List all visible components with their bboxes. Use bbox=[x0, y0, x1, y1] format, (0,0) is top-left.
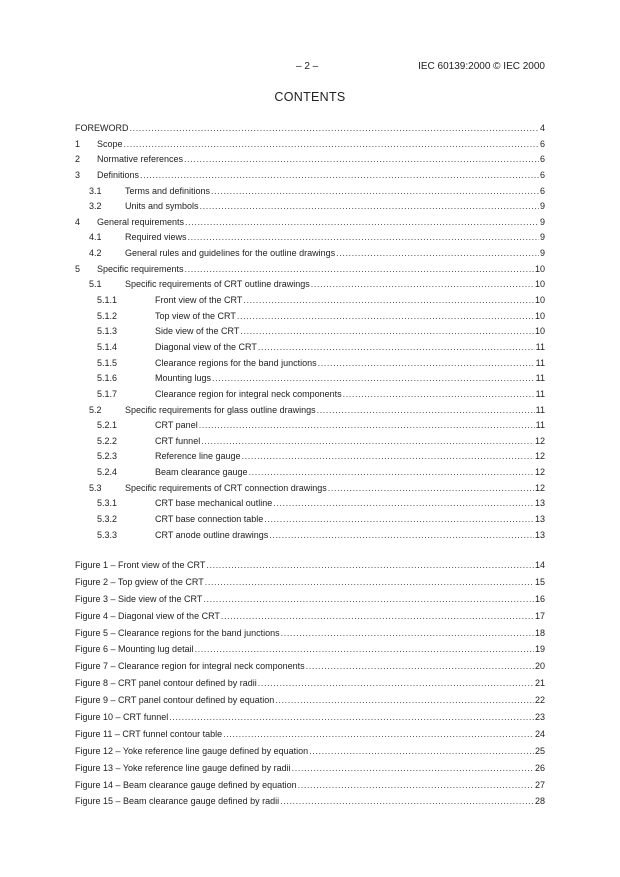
figure-entry-title: Figure 1 – Front view of the CRT bbox=[75, 560, 206, 570]
toc-entry[interactable] bbox=[75, 530, 545, 546]
figure-entry[interactable] bbox=[75, 594, 545, 611]
dot-leader bbox=[273, 498, 534, 508]
toc-entry-page: 9 bbox=[539, 201, 545, 212]
toc-entry-page: 13 bbox=[534, 498, 545, 509]
figure-entry-page: 27 bbox=[534, 779, 545, 790]
toc-entry-title: Clearance regions for the band junctions bbox=[155, 357, 317, 368]
dot-leader bbox=[221, 611, 534, 621]
toc-entry-number: 5.3.2 bbox=[97, 514, 118, 525]
page-number: – 2 – bbox=[296, 61, 319, 72]
toc-entry[interactable] bbox=[75, 295, 545, 311]
figure-entry-page: 18 bbox=[534, 627, 545, 638]
dot-leader bbox=[130, 123, 539, 133]
toc-entry-page: 12 bbox=[534, 482, 545, 493]
toc-entry-number: 5.1.4 bbox=[97, 341, 118, 352]
toc-entry-page: 11 bbox=[535, 404, 545, 415]
document-id: IEC 60139:2000 © IEC 2000 bbox=[418, 61, 545, 72]
toc-entry[interactable] bbox=[75, 186, 545, 202]
figure-entry[interactable] bbox=[75, 796, 545, 813]
toc-entry[interactable] bbox=[75, 326, 545, 342]
toc-entry-page: 11 bbox=[535, 420, 545, 431]
toc-entry-title: Required views bbox=[125, 232, 187, 243]
toc-entry-title: General requirements bbox=[97, 216, 185, 227]
toc-entry-page: 11 bbox=[535, 357, 545, 368]
toc-entry-page: 9 bbox=[539, 232, 545, 243]
figure-entry-page: 20 bbox=[534, 661, 545, 672]
dot-leader bbox=[281, 628, 534, 638]
toc-entry[interactable] bbox=[75, 248, 545, 264]
toc-entry[interactable] bbox=[75, 358, 545, 374]
toc-entry-title: Terms and definitions bbox=[125, 185, 211, 196]
toc-entry-title: Front view of the CRT bbox=[155, 295, 243, 306]
toc-entry-page: 6 bbox=[539, 185, 545, 196]
toc-entry[interactable] bbox=[75, 405, 545, 421]
figure-entry-page: 19 bbox=[534, 644, 545, 655]
toc-entry-title: Top view of the CRT bbox=[155, 310, 236, 321]
toc-entry-number: 5.2.1 bbox=[97, 420, 118, 431]
figure-entry-page: 23 bbox=[534, 712, 545, 723]
toc-entry-page: 11 bbox=[535, 341, 545, 352]
figure-entry-page: 21 bbox=[534, 678, 545, 689]
toc-entry-page: 10 bbox=[534, 295, 545, 306]
toc-entry-number: 5.1.6 bbox=[97, 373, 118, 384]
figure-entry-title: Figure 13 – Yoke reference line gauge defined by radii bbox=[75, 762, 291, 773]
toc-entry-title: Reference line gauge bbox=[155, 451, 241, 462]
toc-entry-page: 11 bbox=[535, 388, 545, 399]
figure-entry-page: 25 bbox=[534, 745, 545, 756]
toc-entry[interactable] bbox=[75, 420, 545, 436]
dot-leader bbox=[269, 530, 534, 540]
dot-leader bbox=[249, 467, 534, 477]
toc-entry-page: 10 bbox=[534, 310, 545, 321]
toc-entry-title: Clearance region for integral neck components bbox=[155, 388, 342, 399]
toc-entry-number: 5.3 bbox=[89, 482, 102, 493]
toc-entry-title: Diagonal view of the CRT bbox=[155, 341, 257, 352]
toc-entry-number: 5.3.1 bbox=[97, 498, 118, 509]
toc-entry-title: Beam clearance gauge bbox=[155, 467, 248, 478]
toc-entry[interactable] bbox=[75, 311, 545, 327]
toc-entry-number: 4 bbox=[75, 216, 81, 227]
toc-entry[interactable] bbox=[75, 498, 545, 514]
toc-entry-title: Specific requirements of CRT connection drawings bbox=[125, 482, 327, 493]
toc-entry-title: Normative references bbox=[97, 154, 184, 165]
toc-entry[interactable] bbox=[75, 451, 545, 467]
dot-leader bbox=[336, 248, 539, 258]
figure-entry[interactable] bbox=[75, 763, 545, 780]
toc-entry-number: 3.1 bbox=[89, 185, 102, 196]
figure-entry[interactable] bbox=[75, 678, 545, 695]
toc-entry-page: 6 bbox=[539, 169, 545, 180]
toc-entry-page: 6 bbox=[539, 138, 545, 149]
toc-entry-number: 5.1.7 bbox=[97, 388, 118, 399]
figure-entry-page: 14 bbox=[534, 560, 545, 570]
toc-entry-title: Definitions bbox=[97, 169, 140, 180]
toc-entry-page: 10 bbox=[534, 279, 545, 290]
dot-leader bbox=[205, 577, 534, 587]
toc-entry-title: CRT anode outline drawings bbox=[155, 529, 269, 540]
dot-leader bbox=[298, 780, 534, 790]
toc-entry[interactable] bbox=[75, 201, 545, 217]
toc-entry-page: 13 bbox=[534, 529, 545, 540]
figure-entry[interactable] bbox=[75, 712, 545, 729]
toc-entry-page: 10 bbox=[534, 326, 545, 337]
dot-leader bbox=[309, 746, 534, 756]
dot-leader bbox=[188, 232, 539, 242]
dot-leader bbox=[206, 560, 534, 570]
figure-entry[interactable] bbox=[75, 661, 545, 678]
toc-entry[interactable] bbox=[75, 264, 545, 280]
figure-entry-title: Figure 7 – Clearance region for integral neck components bbox=[75, 661, 305, 672]
toc-entry-title: FOREWORD bbox=[75, 123, 129, 133]
toc-entry-page: 13 bbox=[534, 514, 545, 525]
dot-leader bbox=[242, 451, 534, 461]
figure-entry-title: Figure 9 – CRT panel contour defined by equation bbox=[75, 695, 275, 706]
dot-leader bbox=[203, 594, 534, 604]
dot-leader bbox=[240, 326, 534, 336]
figure-entry-page: 15 bbox=[534, 576, 545, 587]
toc-entry-number: 5.2.4 bbox=[97, 467, 118, 478]
dot-leader bbox=[199, 420, 535, 430]
dot-leader bbox=[258, 342, 535, 352]
figure-entry-title: Figure 8 – CRT panel contour defined by radii bbox=[75, 678, 257, 689]
toc-entry-page: 9 bbox=[539, 248, 545, 259]
toc-entry-number: 5.1.1 bbox=[97, 295, 118, 306]
figure-entry-title: Figure 14 – Beam clearance gauge defined by equation bbox=[75, 779, 297, 790]
dot-leader bbox=[311, 279, 534, 289]
figure-entry-title: Figure 10 – CRT funnel bbox=[75, 712, 169, 723]
toc-entry[interactable] bbox=[75, 232, 545, 248]
figure-entry[interactable] bbox=[75, 577, 545, 594]
dot-leader bbox=[124, 139, 539, 149]
figure-entry-page: 17 bbox=[534, 610, 545, 621]
toc-entry[interactable] bbox=[75, 389, 545, 405]
toc-entry-title: Mounting lugs bbox=[155, 373, 212, 384]
toc-entry[interactable] bbox=[75, 279, 545, 295]
dot-leader bbox=[185, 264, 534, 274]
toc-entry-number: 5.1 bbox=[89, 279, 102, 290]
figure-entry[interactable] bbox=[75, 746, 545, 763]
dot-leader bbox=[140, 170, 539, 180]
toc-entry-title: CRT funnel bbox=[155, 435, 201, 446]
toc-entry-number: 5.2.2 bbox=[97, 435, 118, 446]
figure-entry[interactable] bbox=[75, 695, 545, 712]
dot-leader bbox=[275, 695, 534, 705]
toc-entry-number: 5.1.3 bbox=[97, 326, 118, 337]
dot-leader bbox=[306, 661, 534, 671]
dot-leader bbox=[201, 436, 534, 446]
figure-entry-page: 28 bbox=[534, 796, 545, 807]
toc-entry-title: Scope bbox=[97, 138, 123, 149]
toc-entry-page: 11 bbox=[535, 373, 545, 384]
dot-leader bbox=[237, 311, 534, 321]
figure-entry[interactable] bbox=[75, 628, 545, 645]
toc-entry-page: 10 bbox=[534, 263, 545, 274]
dot-leader bbox=[280, 796, 534, 806]
toc-entry-number: 4.1 bbox=[89, 232, 102, 243]
dot-leader bbox=[258, 678, 534, 688]
toc-entry[interactable] bbox=[75, 342, 545, 358]
toc-entry-number: 5.1.5 bbox=[97, 357, 118, 368]
figure-entry[interactable] bbox=[75, 560, 545, 577]
figure-entry-title: Figure 2 – Top gview of the CRT bbox=[75, 576, 204, 587]
dot-leader bbox=[328, 483, 534, 493]
toc-entry[interactable] bbox=[75, 217, 545, 233]
toc-entry-title: CRT panel bbox=[155, 420, 198, 431]
figure-entry-page: 26 bbox=[534, 762, 545, 773]
toc-entry-title: CRT base connection table bbox=[155, 514, 264, 525]
figure-entry-page: 16 bbox=[534, 593, 545, 604]
toc-entry-title: Specific requirements bbox=[97, 263, 184, 274]
toc-entry-number: 5.3.3 bbox=[97, 529, 118, 540]
figure-entry[interactable] bbox=[75, 729, 545, 746]
toc-entry-page: 12 bbox=[534, 467, 545, 478]
dot-leader bbox=[223, 729, 534, 739]
toc-entry-number: 3.2 bbox=[89, 201, 102, 212]
figure-entry-title: Figure 3 – Side view of the CRT bbox=[75, 593, 203, 604]
toc-entry-number: 3 bbox=[75, 169, 81, 180]
dot-leader bbox=[317, 405, 535, 415]
toc-entry-number: 5.2 bbox=[89, 404, 102, 415]
dot-leader bbox=[200, 201, 539, 211]
toc-entry[interactable] bbox=[75, 467, 545, 483]
figure-entry[interactable] bbox=[75, 780, 545, 797]
figure-entry-page: 22 bbox=[534, 695, 545, 706]
figure-entry-title: Figure 12 – Yoke reference line gauge defined by equation bbox=[75, 745, 309, 756]
list-of-figures bbox=[75, 560, 545, 813]
dot-leader bbox=[292, 763, 534, 773]
dot-leader bbox=[169, 712, 534, 722]
toc-entry-number: 5.1.2 bbox=[97, 310, 118, 321]
toc-entry-page: 6 bbox=[539, 154, 545, 165]
figure-entry-title: Figure 4 – Diagonal view of the CRT bbox=[75, 610, 220, 621]
toc-entry[interactable] bbox=[75, 123, 545, 139]
toc-entry-page: 4 bbox=[539, 123, 545, 133]
toc-entry-page: 12 bbox=[534, 435, 545, 446]
table-of-contents bbox=[75, 123, 545, 545]
toc-entry-number: 5.2.3 bbox=[97, 451, 118, 462]
toc-entry[interactable] bbox=[75, 139, 545, 155]
toc-entry-number: 4.2 bbox=[89, 248, 102, 259]
toc-entry-page: 9 bbox=[539, 216, 545, 227]
toc-entry[interactable] bbox=[75, 436, 545, 452]
toc-entry[interactable] bbox=[75, 514, 545, 530]
figure-entry[interactable] bbox=[75, 611, 545, 628]
dot-leader bbox=[185, 217, 539, 227]
toc-entry-number: 5 bbox=[75, 263, 81, 274]
toc-entry-title: Specific requirements for glass outline drawings bbox=[125, 404, 316, 415]
toc-entry[interactable] bbox=[75, 373, 545, 389]
figure-entry-page: 24 bbox=[534, 728, 545, 739]
contents-title: CONTENTS bbox=[274, 90, 346, 104]
figure-entry-title: Figure 11 – CRT funnel contour table bbox=[75, 728, 223, 739]
toc-entry[interactable] bbox=[75, 483, 545, 499]
toc-entry-number: 2 bbox=[75, 154, 81, 165]
toc-entry-page: 12 bbox=[534, 451, 545, 462]
figure-entry-title: Figure 6 – Mounting lug detail bbox=[75, 644, 194, 655]
toc-entry[interactable] bbox=[75, 170, 545, 186]
toc-entry-number: 1 bbox=[75, 138, 81, 149]
figure-entry[interactable] bbox=[75, 644, 545, 661]
dot-leader bbox=[264, 514, 534, 524]
dot-leader bbox=[318, 358, 535, 368]
figure-entry-title: Figure 15 – Beam clearance gauge defined by radii bbox=[75, 796, 280, 807]
dot-leader bbox=[212, 373, 535, 383]
toc-entry-title: Side view of the CRT bbox=[155, 326, 240, 337]
toc-entry-title: Specific requirements of CRT outline drawings bbox=[125, 279, 310, 290]
dot-leader bbox=[243, 295, 534, 305]
toc-entry-title: General rules and guidelines for the outline drawings bbox=[125, 248, 336, 259]
figure-entry-title: Figure 5 – Clearance regions for the band junctions bbox=[75, 627, 280, 638]
toc-entry[interactable] bbox=[75, 154, 545, 170]
dot-leader bbox=[343, 389, 535, 399]
dot-leader bbox=[211, 186, 539, 196]
toc-entry-title: Units and symbols bbox=[125, 201, 199, 212]
toc-entry-title: CRT base mechanical outline bbox=[155, 498, 273, 509]
dot-leader bbox=[184, 154, 539, 164]
dot-leader bbox=[195, 644, 534, 654]
